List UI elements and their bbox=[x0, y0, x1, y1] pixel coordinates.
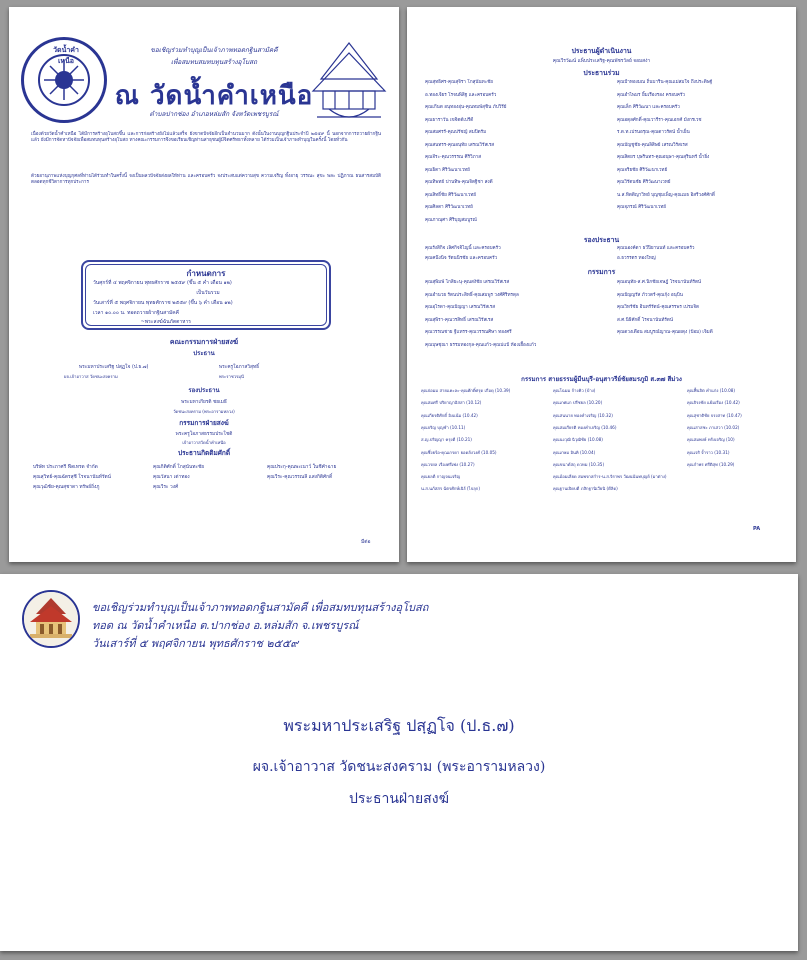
invite-paragraph-1: เนื่องด้วยวัดน้ำคำเหนือ ได้มีการสร้างอุโบสถขึ้น และการก่อสร้างยังไม่แล้วเสร็จ ยังขาดปัจจัยอีกเป็นจำนวนมาก ดังนั้นในงานบุญกฐินประจำปี ๒๕๕๙ นี้ นอกจากการถวายผ้ากฐินแล้ว ยังมีการจัดหาปัจจัยเพื่อสมทบทุนสร้างอุโบสถ ทางคณะกรรมการจึงขอเรียนเชิญท่านสาธุชนผู้มีจิตศรัทธาทั้งหลาย ได้ร่วมเป็นเจ้าภาพทำบุญในครั้งนี้ โดยทั่วกัน bbox=[31, 132, 381, 143]
committee-name: คุณสุทธิศร-คุณสุจิรา โกสุนันทะชัย bbox=[425, 80, 493, 85]
members-title: กรรมการ bbox=[587, 268, 616, 276]
honorary-name: คุณวีระ วงศ์ bbox=[153, 485, 179, 490]
committee-name: คุณขนาดัสถุ ดวหม (10.35) bbox=[553, 461, 605, 467]
committee-name: น.ส.นภัสสร ฉัตรศักษ์เนิร์ (ไจลุก) bbox=[421, 486, 480, 492]
committee-name: คุณจริญ บุญชำ (10.11) bbox=[421, 424, 466, 430]
invite-paragraph-2: ด้วยอานุภาพแห่งบุญกุศลที่ท่านได้ร่วมทำในครั้งนี้ จงเป็นพลวปัจจัยส่งผลให้ท่าน และครอบครัว จงประสบแต่ความสุข ความเจริญ ทั้งอายุ วรรณะ สุขะ พละ ปฏิภาณ ธนสารสมบัติ ตลอดทุกชีวิตาการทุกประการ bbox=[31, 174, 381, 185]
invite-header-line-2: เพื่อสมทบสมทบทุนสร้างอุโบสถ bbox=[170, 58, 258, 66]
schedule-box bbox=[81, 260, 331, 330]
committee-name: คุณสมพงษ์ ทรังเจริญ (10) bbox=[687, 437, 735, 443]
honorary-name: คุณวัสนา เต่าทอง bbox=[153, 475, 190, 480]
committee-name: คุณปัญญรัส ภัววตร์-คุณกุ้ง อนุบิน bbox=[617, 292, 683, 298]
committee-name: คุณเกียรติศักดิ์ อิงแน้ม (10.42) bbox=[421, 412, 478, 418]
committee-name: อ.ทองเจียร โรจนพิสิฐ และครอบครัว bbox=[425, 92, 497, 98]
committee-name: คุณนองค์ดา ธวีปิยานนท์ และครอบครัว bbox=[617, 246, 695, 251]
committee-name: คุณดวงเดือน สมบูรณ์ญาณ-คุณผดุง (ป้อม) เจิมดี bbox=[617, 330, 713, 335]
monk-committee-name: เจ้าอาวาสวัดน้ำคำเหนือ bbox=[182, 440, 226, 445]
committee-name: คุณอดุลศักดิ์-คุณวารีรา-คุณเอกศ์ มังกรเวช bbox=[617, 117, 702, 123]
temple-drawing-icon bbox=[309, 39, 389, 125]
chair-name: ผจ.เจ้าอาวาส วัดชนะสงคราม bbox=[64, 374, 118, 379]
temple-seal-icon bbox=[21, 37, 107, 123]
honorary-name: คุณวุฒิชัย-คุณสุชาดา ทรัพย์ถิ่งภู bbox=[33, 485, 100, 490]
line-committee-title: กรรมการ สายธรรมผู้มีนบุรี-อนุสาวรีย์ชัยสมรภูมิ ส.๓๗ สีม่วง bbox=[521, 376, 682, 383]
committee-name: คุณเล็ก ศิริวัฒนา และครอบครัว bbox=[617, 105, 680, 110]
committee-name: คุณจีระ-คุณวรรรณ ศิริวิภาส bbox=[425, 155, 482, 160]
committee-name: คุณวิรัตนชัย ศิริวัฒนาเวทย์ bbox=[617, 180, 671, 185]
schedule-row: วันศุกร์ที่ ๔ พฤศจิกายน พุทธศักราช ๒๕๕๙ (ขึ้น ๕ ค่ำ เดือน ๑๒) bbox=[93, 280, 232, 286]
seal-text: วัดน้ำคำเหนือ bbox=[53, 46, 79, 65]
recipient-name: พระมหาประเสริฐ ปสฺฏโจ (ป.ธ.๗) bbox=[283, 716, 515, 735]
committee-name: คุณฐานเปิดบดี ภสิกฐานิเวียนิ (ดีลิด) bbox=[553, 486, 618, 492]
committee-name: น.ส.ทิตติญาวิทย์ บุญชุมเพ็ญ-คุณเมธ อิสรีวงศ์ศักดิ์ bbox=[617, 192, 715, 198]
invite-title: ณ วัดน้ำคำเหนือ bbox=[114, 81, 314, 111]
invite-address: ตำบลปากช่อง อำเภอหล่มสัก จังหวัดเพชรบูรณ์ bbox=[149, 110, 279, 118]
schedule-row: เวลา ๑๐.๐๐ น. ทอดถวายผ้ากฐินสามัคคี bbox=[93, 310, 179, 316]
committee-name: คุณฟื้นจิต คำแก่ง (10.08) bbox=[687, 388, 736, 393]
envelope-header-line: ขอเชิญร่วมทำบุญเป็นเจ้าภาพทอดกฐินสามัคคี เพื่อสมทบทุนสร้างอุโบสถ bbox=[92, 601, 429, 614]
committee-name: ส.ญ.ปริญญา ครุงดี (10.21) bbox=[421, 437, 472, 443]
committee-name: คุณเจริ จ้ำราว (10.31) bbox=[687, 449, 730, 455]
committee-name: คุณสุชาติชัย จรงสาท (10.47) bbox=[687, 412, 742, 418]
committee-name: คุณทิพทย์ ปานทิพ-คุณจิตฐิชา สงดี bbox=[425, 180, 493, 185]
committee-name: ร.ต.ท.เปรนอรุณ-คุณดาวรัตน์ น้ำเย็น bbox=[617, 130, 690, 135]
continued-label: มีต่อ bbox=[361, 539, 371, 545]
committee-name: คุณสนทรร-คุณอนุทัย เสรณวิรัสเรส bbox=[425, 142, 495, 148]
honorary-name: คุณกิติศักดิ์ โกสุนันทะชัย bbox=[153, 465, 205, 470]
committee-name: คุณอนุทัย-ส.ศ.นิกชัยเจษฎ์ โรจนานันท์รัตน์ bbox=[617, 280, 702, 285]
recipient-role: ประธานฝ่ายสงฆ์ bbox=[349, 791, 449, 807]
recipient-position: ผจ.เจ้าอาวาส วัดชนะสงคราม (พระอารามหลวง) bbox=[252, 759, 546, 775]
honorary-name: คุณวีระ-คุณวรรณลี แสงกิติศักดิ์ bbox=[267, 475, 333, 480]
committee-name: คุณโฉมม ก้างคิว (บ้าง) bbox=[553, 388, 596, 393]
vice-chair-name: พระมหาเกียรติ ชยเมธี bbox=[181, 400, 227, 405]
committee-name: คุณอ้อมเลียด สมพรกสกำร-น.ส.จิราพร วัฒนนันทบุญย์ (มาต่าง) bbox=[553, 474, 667, 480]
chair-name: พระราชวรมุนี bbox=[219, 374, 244, 379]
chair-name: พระมหาประเสริฐ ปสฺฏโจ (ป.ธ.๗) bbox=[79, 365, 149, 370]
schedule-title: กำหนดการ bbox=[186, 269, 226, 278]
envelope-header-line: ทอด ณ วัดน้ำคำเหนือ ต.ปากช่อง อ.หล่มสัก จ.เพชรบูรณ์ bbox=[92, 619, 359, 632]
vice-chair-name: วัดชนะสงคราม (พระอารามหลวง) bbox=[173, 409, 235, 414]
committee-name: คุณปำทองมณ ถิ่นบาริน-คุณแม่สมใจ ถึงประดิษฐ์ bbox=[617, 80, 713, 85]
committee-name: คุณสมศรี ปริยาญาอิสสา (10.12) bbox=[421, 400, 482, 406]
committee-name: คุณเกศแก ปรีชยล (10.20) bbox=[553, 400, 603, 406]
committee-name: คุณคนึงนิจ รัตนนิรชัย และครอบครัว bbox=[425, 256, 498, 261]
committee-name: คุณธิดา ศิริวัฒนาเวทย์ bbox=[425, 167, 470, 173]
honorary-name: คุณสุวิทย์-คุณฉัตรสุชี โรจนานันท์รัตน์ bbox=[33, 475, 111, 480]
committee-name: คุณวรยล เรืองศรีเพ่ง (10.27) bbox=[421, 461, 475, 467]
honorary-name: บริษัท ประภาศรี ฟีดเทรด จำกัด bbox=[33, 465, 98, 470]
committee-name: คุณภาณุศา ศิริบุญสมบูรณ์ bbox=[425, 217, 477, 223]
committee-name: คุณจ่อมม สายแคะละ-คุณศักดิ์ศรุด เกือดุ (10.39) bbox=[421, 388, 511, 393]
committee-name: คุณจิรงชัย แย้มเรือง (10.42) bbox=[687, 400, 740, 406]
envelope-header-line: วันเสาร์ที่ ๕ พฤศจิกายน พุทธศักราช ๒๕๕๙ bbox=[92, 637, 299, 650]
vice-chair-title: รองประธาน bbox=[583, 236, 620, 244]
honorary-chair-title: ประธานกิตติมศักดิ์ bbox=[177, 449, 231, 457]
committee-name: คุณบัญชูชัย-คุณลิสิษย์ เสรณวิรัสเรส bbox=[617, 142, 688, 148]
committee-name: คุณสมเกียรติ ทองคำเจริญ (10.46) bbox=[553, 424, 617, 430]
vice-chair-title: รองประธาน bbox=[188, 387, 220, 394]
committee-name: คุณสิทธิ์ชัย ศิริวัฒนาเวทย์ bbox=[425, 192, 476, 198]
committee-name: ส.ศ.นิธิศักดิ์ โรจนานันท์รัตน์ bbox=[617, 317, 673, 323]
committee-name: คุณเสาสชะ ภาเสวา (10.02) bbox=[687, 424, 740, 430]
monk-committee-name: พระครูโอภาสธรรมประโชติ bbox=[175, 432, 233, 437]
envelope-card bbox=[0, 574, 798, 951]
committee-name: คุณอุไรดา-คุณปัญญา เสรณวิรัสเรส bbox=[425, 305, 496, 310]
committee-name: อ.ธวรรตร ทองใหญ่ bbox=[617, 256, 656, 261]
pa-logo: PA bbox=[753, 526, 761, 532]
committee-name: คุณศิลดา ศิริวัฒนาเวทย์ bbox=[425, 205, 473, 210]
committee-title: คณะกรรมการฝ่ายสงฆ์ bbox=[169, 338, 239, 346]
chair-title: ประธาน bbox=[193, 350, 215, 357]
committee-name: คุณอำนวย รัตนประสิทธิ์-คุณสมพูร วงศ์ศิริทรดุล bbox=[425, 292, 519, 298]
committee-name: คุณบุษชุณา ธรรมทองกุล-คุณแก้ว-คุณปแป้ ห้องเฮื้องแก้ว bbox=[425, 342, 537, 348]
lead-chair-names: คุณวีรวัฒน์ แพ็บประเสริฐ-คุณพัชรวัลย์ จอมสง่า bbox=[552, 59, 651, 64]
lead-chair-title: ประธานผู้ดำเนินงาน bbox=[571, 47, 632, 55]
committee-name: คุณกำพร ศรีติสุท (10.29) bbox=[687, 461, 735, 467]
committee-name: คุณสนนาย ทองคำเจริญ (10.32) bbox=[553, 412, 613, 418]
committee-name: คุณสมศรร์-คุณปรัชญ์ สมปิตรัม bbox=[425, 130, 487, 135]
joint-chair-title: ประธานร่วม bbox=[583, 69, 620, 77]
honorary-name: คุณประกุ-คุณพะเนาว์ ในชีคำฉาย bbox=[267, 465, 337, 470]
temple-emblem-icon bbox=[22, 590, 80, 648]
committee-name: คุณธาราวัน เขจิตต์เปรีดี bbox=[425, 117, 474, 123]
chair-name: พระครูโอภาสวิสุทธิ์ bbox=[219, 365, 260, 370]
committee-name: คุณสุพิรา-คุณวรสิทธิ์ เสรณวิรัสเรส bbox=[425, 317, 494, 323]
committee-name: คุณซึ่งยร้อ-คุณเกรดา ยอดลังวงศ์ (10.05) bbox=[421, 449, 497, 455]
invitation-card bbox=[9, 7, 399, 562]
committee-name: คุณวรรณชาย ฐีแทรร-คุณวรรณศิษา ทองศรี bbox=[425, 330, 512, 335]
committee-name: คุณรังสิกิจ เลิศกิจจิไญนี้ และครอบครัว bbox=[425, 246, 501, 251]
monk-committee-title: กรรมการฝ่ายสงฆ์ bbox=[179, 419, 229, 427]
committee-name: คุณจุภรณ์ ศิริวัฒนาเวทย์ bbox=[617, 205, 666, 210]
schedule-row: วันเสาร์ที่ ๕ พฤศจิกายน พุทธศักราช ๒๕๕๙ (ขึ้น ๖ ค่ำ เดือน ๑๒) bbox=[93, 300, 233, 306]
invite-header-line-1: ขอเชิญร่วมทำบุญเป็นเจ้าภาพทอดกฐินสามัคคี bbox=[150, 46, 278, 54]
committee-name: คุณอำไพมร ยิ้มเรืองรอง ครอบครัว bbox=[617, 92, 685, 98]
committee-name: คุณนงวุฒิ ฉิวุฒิชัย (10.08) bbox=[553, 437, 603, 443]
committee-name: คุณยลดี กาญจนเจริญ bbox=[421, 474, 461, 480]
committee-name: คุณวิทร์ชัย อินทร์รัตน์-คุณสรรพร เปรมจิต bbox=[617, 305, 700, 310]
schedule-row: ~พระสงฆ์ฉันภัตตาหาร bbox=[93, 319, 191, 325]
committee-card bbox=[407, 7, 796, 562]
schedule-row: เป็นวันรวม bbox=[196, 290, 220, 296]
committee-name: คุณจริยชัย ศิริวัฒนาเวทย์ bbox=[617, 167, 668, 173]
committee-name: คุณเกีนต อนุทองอุ่น-คุณทมพ์สุชิน ภัปวิรีย์ bbox=[425, 105, 507, 110]
committee-name: คุณเกษม อินคิ (10.04) bbox=[553, 449, 596, 455]
committee-name: คุณสุพิมพ์ โกสิยะนุ-คุณสงัชัย เสรณวิรัสเรส bbox=[425, 280, 510, 285]
committee-name: คุณสิตยร บุษรินทร-คุณอนุษา-คุณสุรินทร์ น้ำยิ่ง bbox=[617, 155, 710, 160]
